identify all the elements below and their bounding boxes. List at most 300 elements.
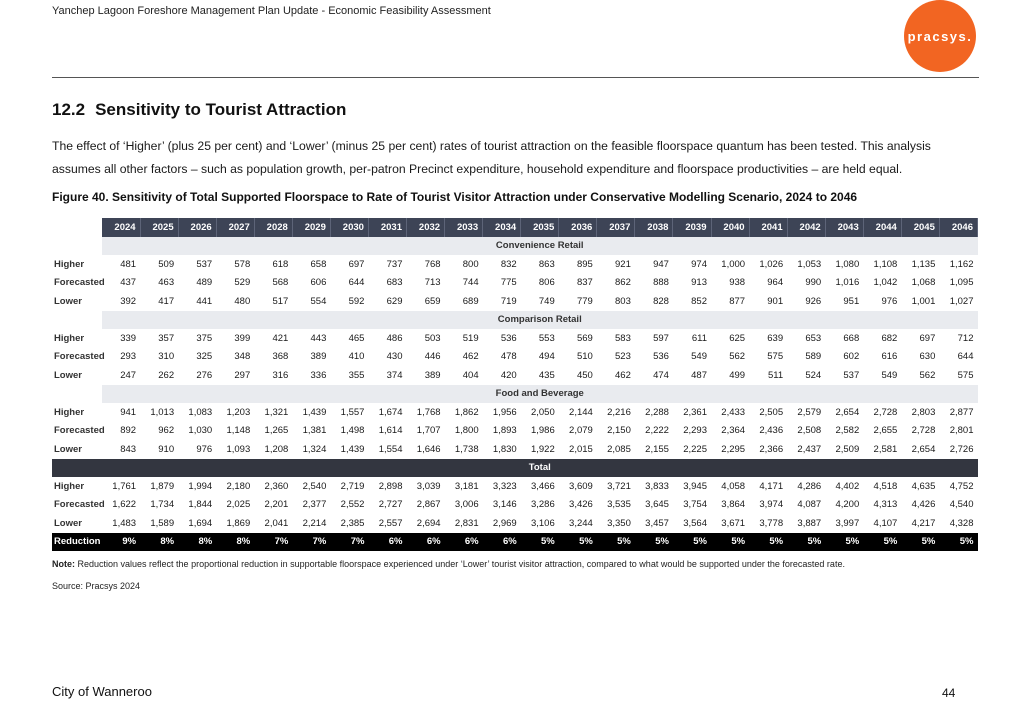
- value-cell: 450: [576, 369, 593, 381]
- year-header-cell: 2034: [483, 218, 521, 237]
- year-header-cell: 2028: [254, 218, 292, 237]
- value-cell: 1,646: [416, 443, 441, 455]
- value-cell: 888: [653, 277, 669, 289]
- value-cell: 1,734: [150, 499, 175, 511]
- value-cell: 1,844: [188, 499, 213, 511]
- value-cell: 3,426: [569, 499, 593, 511]
- value-cell: 659: [424, 295, 441, 307]
- table-row: [52, 274, 978, 293]
- value-cell: 653: [805, 332, 822, 344]
- reduction-cell: 5%: [521, 533, 559, 552]
- value-cell: 2,437: [797, 443, 822, 455]
- section-heading: [52, 100, 346, 120]
- row-label: Higher: [54, 332, 85, 344]
- document-header-title: Yanchep Lagoon Foreshore Management Plan Update - Economic Feasibility Assessment: [52, 5, 491, 17]
- value-cell: 1,869: [226, 517, 251, 529]
- value-cell: 689: [462, 295, 479, 307]
- value-cell: 2,582: [835, 425, 860, 437]
- value-cell: 3,006: [454, 499, 479, 511]
- value-cell: 554: [310, 295, 327, 307]
- table-note: [52, 559, 845, 569]
- value-cell: 644: [348, 277, 365, 289]
- value-cell: 2,654: [835, 406, 860, 418]
- value-cell: 2,385: [340, 517, 365, 529]
- value-cell: 1,093: [226, 443, 251, 455]
- value-cell: 630: [919, 351, 936, 363]
- group-title: Total: [102, 459, 978, 478]
- value-cell: 4,171: [759, 480, 784, 492]
- reduction-cell: 5%: [559, 533, 597, 552]
- value-cell: 1,922: [530, 443, 555, 455]
- value-cell: 2,552: [340, 499, 365, 511]
- value-cell: 4,635: [911, 480, 936, 492]
- value-cell: 2,557: [378, 517, 403, 529]
- value-cell: 768: [424, 258, 441, 270]
- value-cell: 1,554: [378, 443, 403, 455]
- value-cell: 1,674: [378, 406, 403, 418]
- value-cell: 562: [729, 351, 746, 363]
- value-cell: 941: [120, 406, 137, 418]
- value-cell: 682: [881, 332, 898, 344]
- value-cell: 1,030: [188, 425, 213, 437]
- year-header-cell: 2032: [407, 218, 445, 237]
- body-paragraph: The effect of ‘Higher’ (plus 25 per cent) and ‘Lower’ (minus 25 per cent) rates of tourist attraction on the feasible floorspace quantum has been tested. This analysis assumes all other factors – such as population growth, per-patron Precinct expenditure, household expenditure and floorspace productivities – are held equal.: [52, 139, 931, 176]
- value-cell: 1,135: [911, 258, 936, 270]
- value-cell: 4,518: [873, 480, 898, 492]
- note-label: Note:: [52, 559, 75, 569]
- value-cell: 1,095: [949, 277, 974, 289]
- reduction-cell: 5%: [863, 533, 901, 552]
- value-cell: 1,162: [949, 258, 974, 270]
- value-cell: 828: [653, 295, 669, 307]
- reduction-cell: 6%: [407, 533, 445, 552]
- value-cell: 3,778: [759, 517, 784, 529]
- reduction-row: [52, 533, 978, 552]
- value-cell: 3,754: [683, 499, 707, 511]
- value-cell: 1,483: [112, 517, 137, 529]
- value-cell: 2,214: [302, 517, 327, 529]
- year-header-cell: 2039: [673, 218, 711, 237]
- reduction-cell: 5%: [825, 533, 863, 552]
- value-cell: 3,244: [569, 517, 593, 529]
- year-header-cell: 2042: [787, 218, 825, 237]
- value-cell: 1,956: [492, 406, 517, 418]
- group-header-row: [52, 385, 978, 404]
- value-cell: 2,436: [759, 425, 784, 437]
- value-cell: 357: [158, 332, 175, 344]
- row-label: Lower: [54, 517, 82, 529]
- value-cell: 589: [805, 351, 822, 363]
- group-header-row: [52, 311, 978, 330]
- value-cell: 536: [500, 332, 517, 344]
- year-header-cell: 2046: [939, 218, 977, 237]
- value-cell: 976: [196, 443, 213, 455]
- reduction-cell: 6%: [368, 533, 406, 552]
- reduction-cell: 5%: [673, 533, 711, 552]
- value-cell: 668: [843, 332, 860, 344]
- value-cell: 1,439: [302, 406, 327, 418]
- value-cell: 1,439: [340, 443, 365, 455]
- value-cell: 4,540: [949, 499, 974, 511]
- value-cell: 616: [881, 351, 898, 363]
- value-cell: 293: [120, 351, 137, 363]
- value-cell: 523: [615, 351, 631, 363]
- year-header-cell: 2037: [597, 218, 635, 237]
- year-header-cell: 2024: [102, 218, 140, 237]
- reduction-cell: 7%: [254, 533, 292, 552]
- value-cell: 499: [729, 369, 746, 381]
- value-cell: 744: [462, 277, 479, 289]
- value-cell: 562: [919, 369, 936, 381]
- section-number: 12.2: [52, 100, 86, 119]
- value-cell: 2,831: [454, 517, 479, 529]
- table-row: [52, 514, 978, 533]
- reduction-cell: 5%: [749, 533, 787, 552]
- value-cell: 446: [424, 351, 441, 363]
- value-cell: 3,974: [759, 499, 784, 511]
- value-cell: 3,645: [645, 499, 669, 511]
- value-cell: 1,203: [226, 406, 251, 418]
- year-header-cell: 2040: [711, 218, 749, 237]
- value-cell: 974: [691, 258, 707, 270]
- value-cell: 3,039: [416, 480, 441, 492]
- pracsys-logo: [904, 0, 976, 72]
- value-cell: 2,144: [569, 406, 593, 418]
- reduction-cell: 6%: [445, 533, 483, 552]
- value-cell: 1,622: [112, 499, 137, 511]
- value-cell: 1,879: [150, 480, 175, 492]
- reduction-cell: 8%: [216, 533, 254, 552]
- group-title: Food and Beverage: [102, 385, 978, 404]
- row-label: Higher: [54, 480, 85, 492]
- value-cell: 549: [691, 351, 707, 363]
- figure-caption: Figure 40. Sensitivity of Total Supported Floorspace to Rate of Tourist Visitor Attraction under Conservative Modelling Scenario, 2024 to 2046: [52, 190, 858, 204]
- value-cell: 2,801: [949, 425, 974, 437]
- value-cell: 644: [957, 351, 974, 363]
- group-header-spacer: [52, 237, 102, 256]
- value-cell: 2,727: [378, 499, 403, 511]
- value-cell: 1,614: [378, 425, 403, 437]
- value-cell: 2,898: [378, 480, 403, 492]
- row-label: Forecasted: [54, 277, 105, 289]
- value-cell: 575: [957, 369, 974, 381]
- value-cell: 658: [310, 258, 327, 270]
- value-cell: 1,148: [226, 425, 251, 437]
- value-cell: 529: [234, 277, 251, 289]
- value-cell: 910: [158, 443, 175, 455]
- value-cell: 1,000: [721, 258, 746, 270]
- value-cell: 3,887: [797, 517, 822, 529]
- value-cell: 712: [957, 332, 974, 344]
- reduction-cell: 8%: [140, 533, 178, 552]
- value-cell: 421: [272, 332, 289, 344]
- value-cell: 2,579: [797, 406, 822, 418]
- value-cell: 2,505: [759, 406, 784, 418]
- value-cell: 368: [272, 351, 289, 363]
- value-cell: 3,609: [569, 480, 593, 492]
- value-cell: 389: [424, 369, 441, 381]
- year-header-cell: 2035: [521, 218, 559, 237]
- value-cell: 2,433: [721, 406, 746, 418]
- value-cell: 602: [843, 351, 860, 363]
- reduction-cell: 5%: [711, 533, 749, 552]
- value-cell: 3,106: [530, 517, 555, 529]
- reduction-cell: 5%: [787, 533, 825, 552]
- value-cell: 348: [234, 351, 251, 363]
- value-cell: 2,726: [949, 443, 974, 455]
- year-header-cell: 2043: [825, 218, 863, 237]
- year-header-cell: 2038: [635, 218, 673, 237]
- value-cell: 481: [120, 258, 137, 270]
- group-header-spacer: [52, 459, 102, 478]
- value-cell: 3,945: [683, 480, 707, 492]
- value-cell: 611: [691, 332, 707, 344]
- value-cell: 486: [386, 332, 403, 344]
- value-cell: 2,969: [492, 517, 517, 529]
- reduction-cell: 7%: [330, 533, 368, 552]
- value-cell: 519: [462, 332, 479, 344]
- value-cell: 3,466: [530, 480, 555, 492]
- value-cell: 947: [653, 258, 669, 270]
- value-cell: 553: [538, 332, 555, 344]
- value-cell: 2,288: [645, 406, 669, 418]
- value-cell: 1,083: [188, 406, 213, 418]
- reduction-cell: 7%: [292, 533, 330, 552]
- value-cell: 247: [120, 369, 137, 381]
- value-cell: 639: [767, 332, 784, 344]
- table-row: [52, 348, 978, 367]
- value-cell: 437: [120, 277, 137, 289]
- value-cell: 1,208: [264, 443, 289, 455]
- value-cell: 374: [386, 369, 403, 381]
- note-text: Reduction values reflect the proportional reduction in supportable floorspace experienced under ‘Lower’ tourist visitor attraction, compared to what would be supported under the forecasted rate.: [75, 559, 845, 569]
- footer-organisation: City of Wanneroo: [52, 684, 152, 699]
- value-cell: 578: [234, 258, 251, 270]
- year-header-row: [52, 218, 978, 237]
- value-cell: 575: [767, 351, 784, 363]
- value-cell: 3,535: [607, 499, 631, 511]
- value-cell: 4,200: [835, 499, 860, 511]
- value-cell: 494: [538, 351, 555, 363]
- value-cell: 4,328: [949, 517, 974, 529]
- value-cell: 629: [386, 295, 403, 307]
- year-header-cell: 2031: [368, 218, 406, 237]
- value-cell: 1,026: [759, 258, 784, 270]
- value-cell: 1,707: [416, 425, 441, 437]
- value-cell: 3,350: [607, 517, 631, 529]
- value-cell: 1,862: [454, 406, 479, 418]
- value-cell: 1,321: [264, 406, 289, 418]
- value-cell: 536: [653, 351, 669, 363]
- value-cell: 355: [348, 369, 365, 381]
- table-row: [52, 403, 978, 422]
- reduction-cell: 5%: [939, 533, 977, 552]
- value-cell: 926: [805, 295, 822, 307]
- value-cell: 2,728: [911, 425, 936, 437]
- value-cell: 4,107: [873, 517, 898, 529]
- value-cell: 592: [348, 295, 365, 307]
- value-cell: 749: [538, 295, 555, 307]
- value-cell: 2,654: [911, 443, 936, 455]
- value-cell: 3,671: [721, 517, 746, 529]
- value-cell: 420: [500, 369, 517, 381]
- value-cell: 2,540: [302, 480, 327, 492]
- header-corner-cell: [52, 218, 102, 237]
- row-label: Higher: [54, 258, 85, 270]
- value-cell: 316: [272, 369, 289, 381]
- value-cell: 713: [424, 277, 441, 289]
- value-cell: 2,877: [949, 406, 974, 418]
- value-cell: 2,180: [226, 480, 251, 492]
- value-cell: 3,181: [454, 480, 479, 492]
- value-cell: 1,589: [150, 517, 175, 529]
- value-cell: 3,323: [492, 480, 517, 492]
- value-cell: 1,738: [454, 443, 479, 455]
- value-cell: 1,994: [188, 480, 213, 492]
- value-cell: 779: [576, 295, 593, 307]
- value-cell: 964: [767, 277, 784, 289]
- table-row: [52, 477, 978, 496]
- row-label: Forecasted: [54, 499, 105, 511]
- value-cell: 4,402: [835, 480, 860, 492]
- value-cell: 465: [348, 332, 365, 344]
- value-cell: 1,800: [454, 425, 479, 437]
- value-cell: 803: [615, 295, 631, 307]
- value-cell: 2,201: [264, 499, 289, 511]
- value-cell: 435: [538, 369, 555, 381]
- value-cell: 1,694: [188, 517, 213, 529]
- value-cell: 800: [462, 258, 479, 270]
- value-cell: 1,265: [264, 425, 289, 437]
- row-label: Forecasted: [54, 351, 105, 363]
- table-row: [52, 422, 978, 441]
- reduction-cell: 9%: [102, 533, 140, 552]
- value-cell: 1,016: [835, 277, 860, 289]
- year-header-cell: 2030: [330, 218, 368, 237]
- value-cell: 4,217: [911, 517, 936, 529]
- value-cell: 2,025: [226, 499, 251, 511]
- value-cell: 524: [805, 369, 822, 381]
- row-label: Forecasted: [54, 425, 105, 437]
- value-cell: 4,426: [911, 499, 936, 511]
- table-row: [52, 292, 978, 311]
- year-header-cell: 2027: [216, 218, 254, 237]
- value-cell: 3,864: [721, 499, 746, 511]
- value-cell: 2,050: [530, 406, 555, 418]
- value-cell: 775: [500, 277, 517, 289]
- value-cell: 2,509: [835, 443, 860, 455]
- value-cell: 1,080: [835, 258, 860, 270]
- value-cell: 1,053: [797, 258, 822, 270]
- value-cell: 2,225: [683, 443, 707, 455]
- value-cell: 1,381: [302, 425, 327, 437]
- value-cell: 4,313: [873, 499, 898, 511]
- value-cell: 262: [158, 369, 175, 381]
- year-header-cell: 2029: [292, 218, 330, 237]
- value-cell: 430: [386, 351, 403, 363]
- group-title: Convenience Retail: [102, 237, 978, 256]
- year-header-cell: 2041: [749, 218, 787, 237]
- value-cell: 2,222: [645, 425, 669, 437]
- value-cell: 2,508: [797, 425, 822, 437]
- value-cell: 517: [272, 295, 289, 307]
- year-header-cell: 2033: [445, 218, 483, 237]
- reduction-cell: 5%: [635, 533, 673, 552]
- value-cell: 895: [576, 258, 593, 270]
- value-cell: 2,360: [264, 480, 289, 492]
- value-cell: 1,768: [416, 406, 441, 418]
- value-cell: 832: [500, 258, 517, 270]
- value-cell: 489: [196, 277, 213, 289]
- value-cell: 892: [120, 425, 137, 437]
- value-cell: 4,752: [949, 480, 974, 492]
- value-cell: 3,721: [607, 480, 631, 492]
- group-header-spacer: [52, 311, 102, 330]
- value-cell: 462: [462, 351, 479, 363]
- value-cell: 901: [767, 295, 784, 307]
- table-row: [52, 329, 978, 348]
- value-cell: 549: [881, 369, 898, 381]
- value-cell: 2,867: [416, 499, 441, 511]
- value-cell: 1,001: [911, 295, 936, 307]
- value-cell: 1,830: [492, 443, 517, 455]
- value-cell: 2,295: [721, 443, 746, 455]
- group-header-row: [52, 459, 978, 478]
- value-cell: 2,293: [683, 425, 707, 437]
- value-cell: 1,761: [112, 480, 137, 492]
- value-cell: 392: [120, 295, 137, 307]
- row-label: Higher: [54, 406, 85, 418]
- section-title: Sensitivity to Tourist Attraction: [95, 100, 347, 119]
- value-cell: 697: [919, 332, 936, 344]
- value-cell: 2,728: [873, 406, 898, 418]
- logo-text: pracsys.: [907, 28, 973, 44]
- value-cell: 2,216: [607, 406, 631, 418]
- header-divider: [52, 77, 979, 78]
- value-cell: 1,108: [873, 258, 898, 270]
- group-header-row: [52, 237, 978, 256]
- value-cell: 921: [615, 258, 631, 270]
- value-cell: 336: [310, 369, 327, 381]
- value-cell: 509: [158, 258, 175, 270]
- value-cell: 480: [234, 295, 251, 307]
- value-cell: 2,150: [607, 425, 631, 437]
- value-cell: 806: [538, 277, 555, 289]
- value-cell: 618: [272, 258, 289, 270]
- value-cell: 537: [843, 369, 860, 381]
- value-cell: 2,694: [416, 517, 441, 529]
- value-cell: 297: [234, 369, 251, 381]
- value-cell: 2,085: [607, 443, 631, 455]
- value-cell: 863: [538, 258, 555, 270]
- value-cell: 1,324: [302, 443, 327, 455]
- value-cell: 4,087: [797, 499, 822, 511]
- value-cell: 837: [576, 277, 593, 289]
- table-row: [52, 366, 978, 385]
- row-label: Lower: [54, 369, 82, 381]
- row-label: Lower: [54, 443, 82, 455]
- value-cell: 4,058: [721, 480, 746, 492]
- value-cell: 463: [158, 277, 175, 289]
- value-cell: 441: [196, 295, 213, 307]
- value-cell: 583: [615, 332, 631, 344]
- value-cell: 1,498: [340, 425, 365, 437]
- group-title: Comparison Retail: [102, 311, 978, 330]
- value-cell: 325: [196, 351, 213, 363]
- value-cell: 410: [348, 351, 365, 363]
- value-cell: 2,377: [302, 499, 327, 511]
- value-cell: 1,013: [150, 406, 175, 418]
